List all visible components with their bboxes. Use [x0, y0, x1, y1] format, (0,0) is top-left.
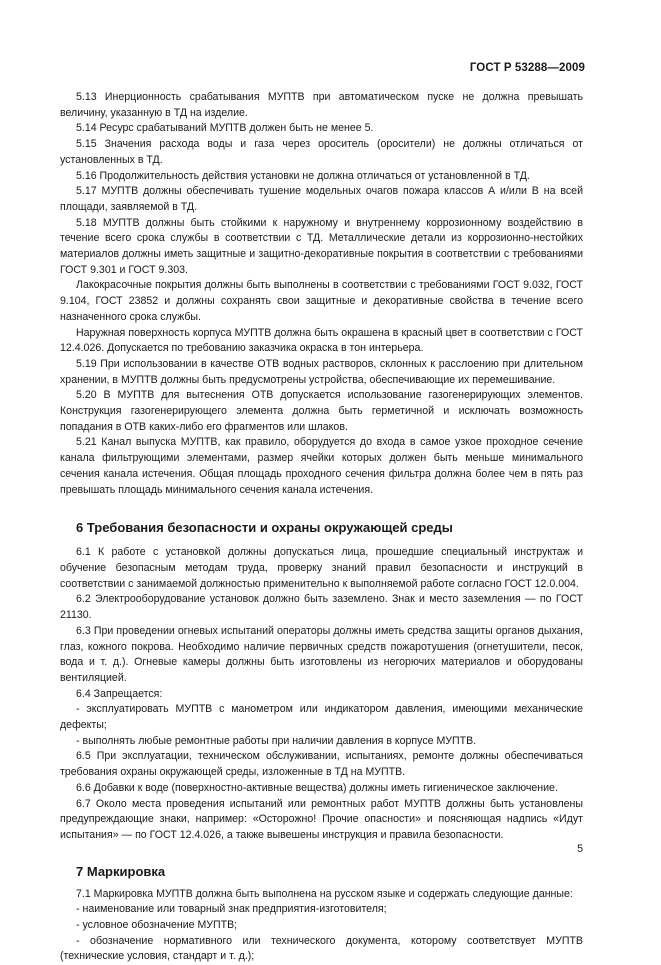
standard-header: ГОСТ Р 53288—2009: [469, 62, 585, 74]
paragraph-5-14: 5.14 Ресурс срабатываний МУПТВ должен быть не менее 5.: [76, 122, 374, 135]
list-item-document: - обозначение нормативного или технического документа, которому соответствует МУПТВ (технические условия, стандарт и т. д.);: [60, 934, 583, 963]
section-7-heading: 7 Маркировка: [76, 863, 166, 879]
page-content: [60, 90, 583, 965]
paragraph-paint-coatings: Лакокрасочные покрытия должны быть выполнены в соответствии с требованиями ГОСТ 9.032, ГОСТ 9.104, ГОСТ 23852 и должны сохранять свои защитные и декоративные свойства в течение всего назначенного срока службы.: [60, 279, 583, 323]
paragraph-6-4: 6.4 Запрещается:: [76, 687, 163, 700]
paragraph-5-17: 5.17 МУПТВ должны обеспечивать тушение модельных очагов пожара классов А и/или В на всей площади, заявляемой в ТД.: [60, 185, 583, 213]
paragraph-5-16: 5.16 Продолжительность действия установки не должна отличаться от установленной в ТД.: [76, 169, 530, 182]
paragraph-5-20: 5.20 В МУПТВ для вытеснения ОТВ допускается использование газогенерирующих элементов. Конструкция газогенерирующего элемента должна быть герметичной и исключать возможность попадания в ОТВ каких-либо его фрагментов или шлаков.: [60, 389, 583, 433]
section-6-heading: 6 Требования безопасности и охраны окружающей среды: [76, 520, 453, 536]
paragraph-5-15: 5.15 Значения расхода воды и газа через ороситель (оросители) не должны отличаться от установленных в ТД.: [60, 138, 583, 166]
paragraph-5-19: 5.19 При использовании в качестве ОТВ водных растворов, склонных к расслоению при длительном хранении, в МУПТВ должны быть предусмотрены устройства, обеспечивающие их перемешивание.: [60, 357, 583, 386]
paragraph-6-2: 6.2 Электрооборудование установок должно быть заземлено. Знак и место заземления — по ГОСТ 21130.: [60, 593, 583, 622]
paragraph-outer-surface: Наружная поверхность корпуса МУПТВ должна быть окрашена в красный цвет в соответствии с ГОСТ 12.4.026. Допускается по требованию заказчика окраска в тон интерьера.: [60, 326, 583, 355]
page-number: 5: [577, 843, 583, 855]
paragraph-5-18: 5.18 МУПТВ должны быть стойкими к наружному и внутреннему коррозионному воздействию в течение всего срока службы в соответствии с ТД. Металлические детали из коррозионно-нестойких материалов должны иметь защитные и защитно-декоративные покрытия в соответствии с требованиями ГОСТ 9.301 и ГОСТ 9.303.: [60, 216, 583, 276]
paragraph-6-6: 6.6 Добавки к воде (поверхностно-активные вещества) должны иметь гигиеническое заключение.: [76, 781, 558, 794]
paragraph-6-1: 6.1 К работе с установкой должны допускаться лица, прошедшие специальный инструктаж и обучение безопасным методам труда, проверку знаний правил безопасности и инструкций в соответствии с занимаемой должностью применительно к выполняемой работе согласно ГОСТ 12.0.004.: [60, 546, 583, 590]
paragraph-5-13: 5.13 Инерционность срабатывания МУПТВ при автоматическом пуске не должна превышать величину, указанную в ТД на изделие.: [60, 91, 583, 119]
paragraph-7-1: 7.1 Маркировка МУПТВ должна быть выполнена на русском языке и содержать следующие данные:: [76, 887, 573, 900]
paragraph-6-7: 6.7 Около места проведения испытаний или ремонтных работ МУПТВ должны быть установлены предупреждающие знаки, например: «Осторожно! Прочие опасности» и поясняющая надпись «Идут испытания» — по ГОСТ 12.4.026, а также вывешены инструкция и правила безопасности.: [60, 797, 583, 841]
list-item-manufacturer: - наименование или товарный знак предприятия-изготовителя;: [76, 903, 387, 916]
paragraph-6-3: 6.3 При проведении огневых испытаний операторы должны иметь средства защиты органов дыхания, глаз, кожного покрова. Необходимо наличие первичных средств пожаротушения (огнетушители, песок, вода и т. д.). Огневые камеры должны быть изготовлены из негорючих материалов и оборудованы вентиляцией.: [60, 624, 583, 684]
list-item-manometer: - эксплуатировать МУПТВ с манометром или индикатором давления, имеющими механические дефекты;: [60, 703, 583, 732]
list-item-designation: - условное обозначение МУПТВ;: [76, 919, 238, 932]
paragraph-5-21: 5.21 Канал выпуска МУПТВ, как правило, оборудуется до входа в самое узкое проходное сечение канала фильтрующими элементами, размер ячейки которых должен быть меньше минимального сечения канала истечения. Общая площадь проходного сечения фильтра должна более чем в пять раз превышать площадь минимального сечения канала истечения.: [60, 436, 583, 496]
list-item-repairs: - выполнять любые ремонтные работы при наличии давления в корпусе МУПТВ.: [76, 734, 477, 747]
paragraph-6-5: 6.5 При эксплуатации, техническом обслуживании, испытаниях, ремонте должны обеспечиваться требования охраны окружающей среды, изложенные в ТД на МУПТВ.: [60, 750, 583, 779]
